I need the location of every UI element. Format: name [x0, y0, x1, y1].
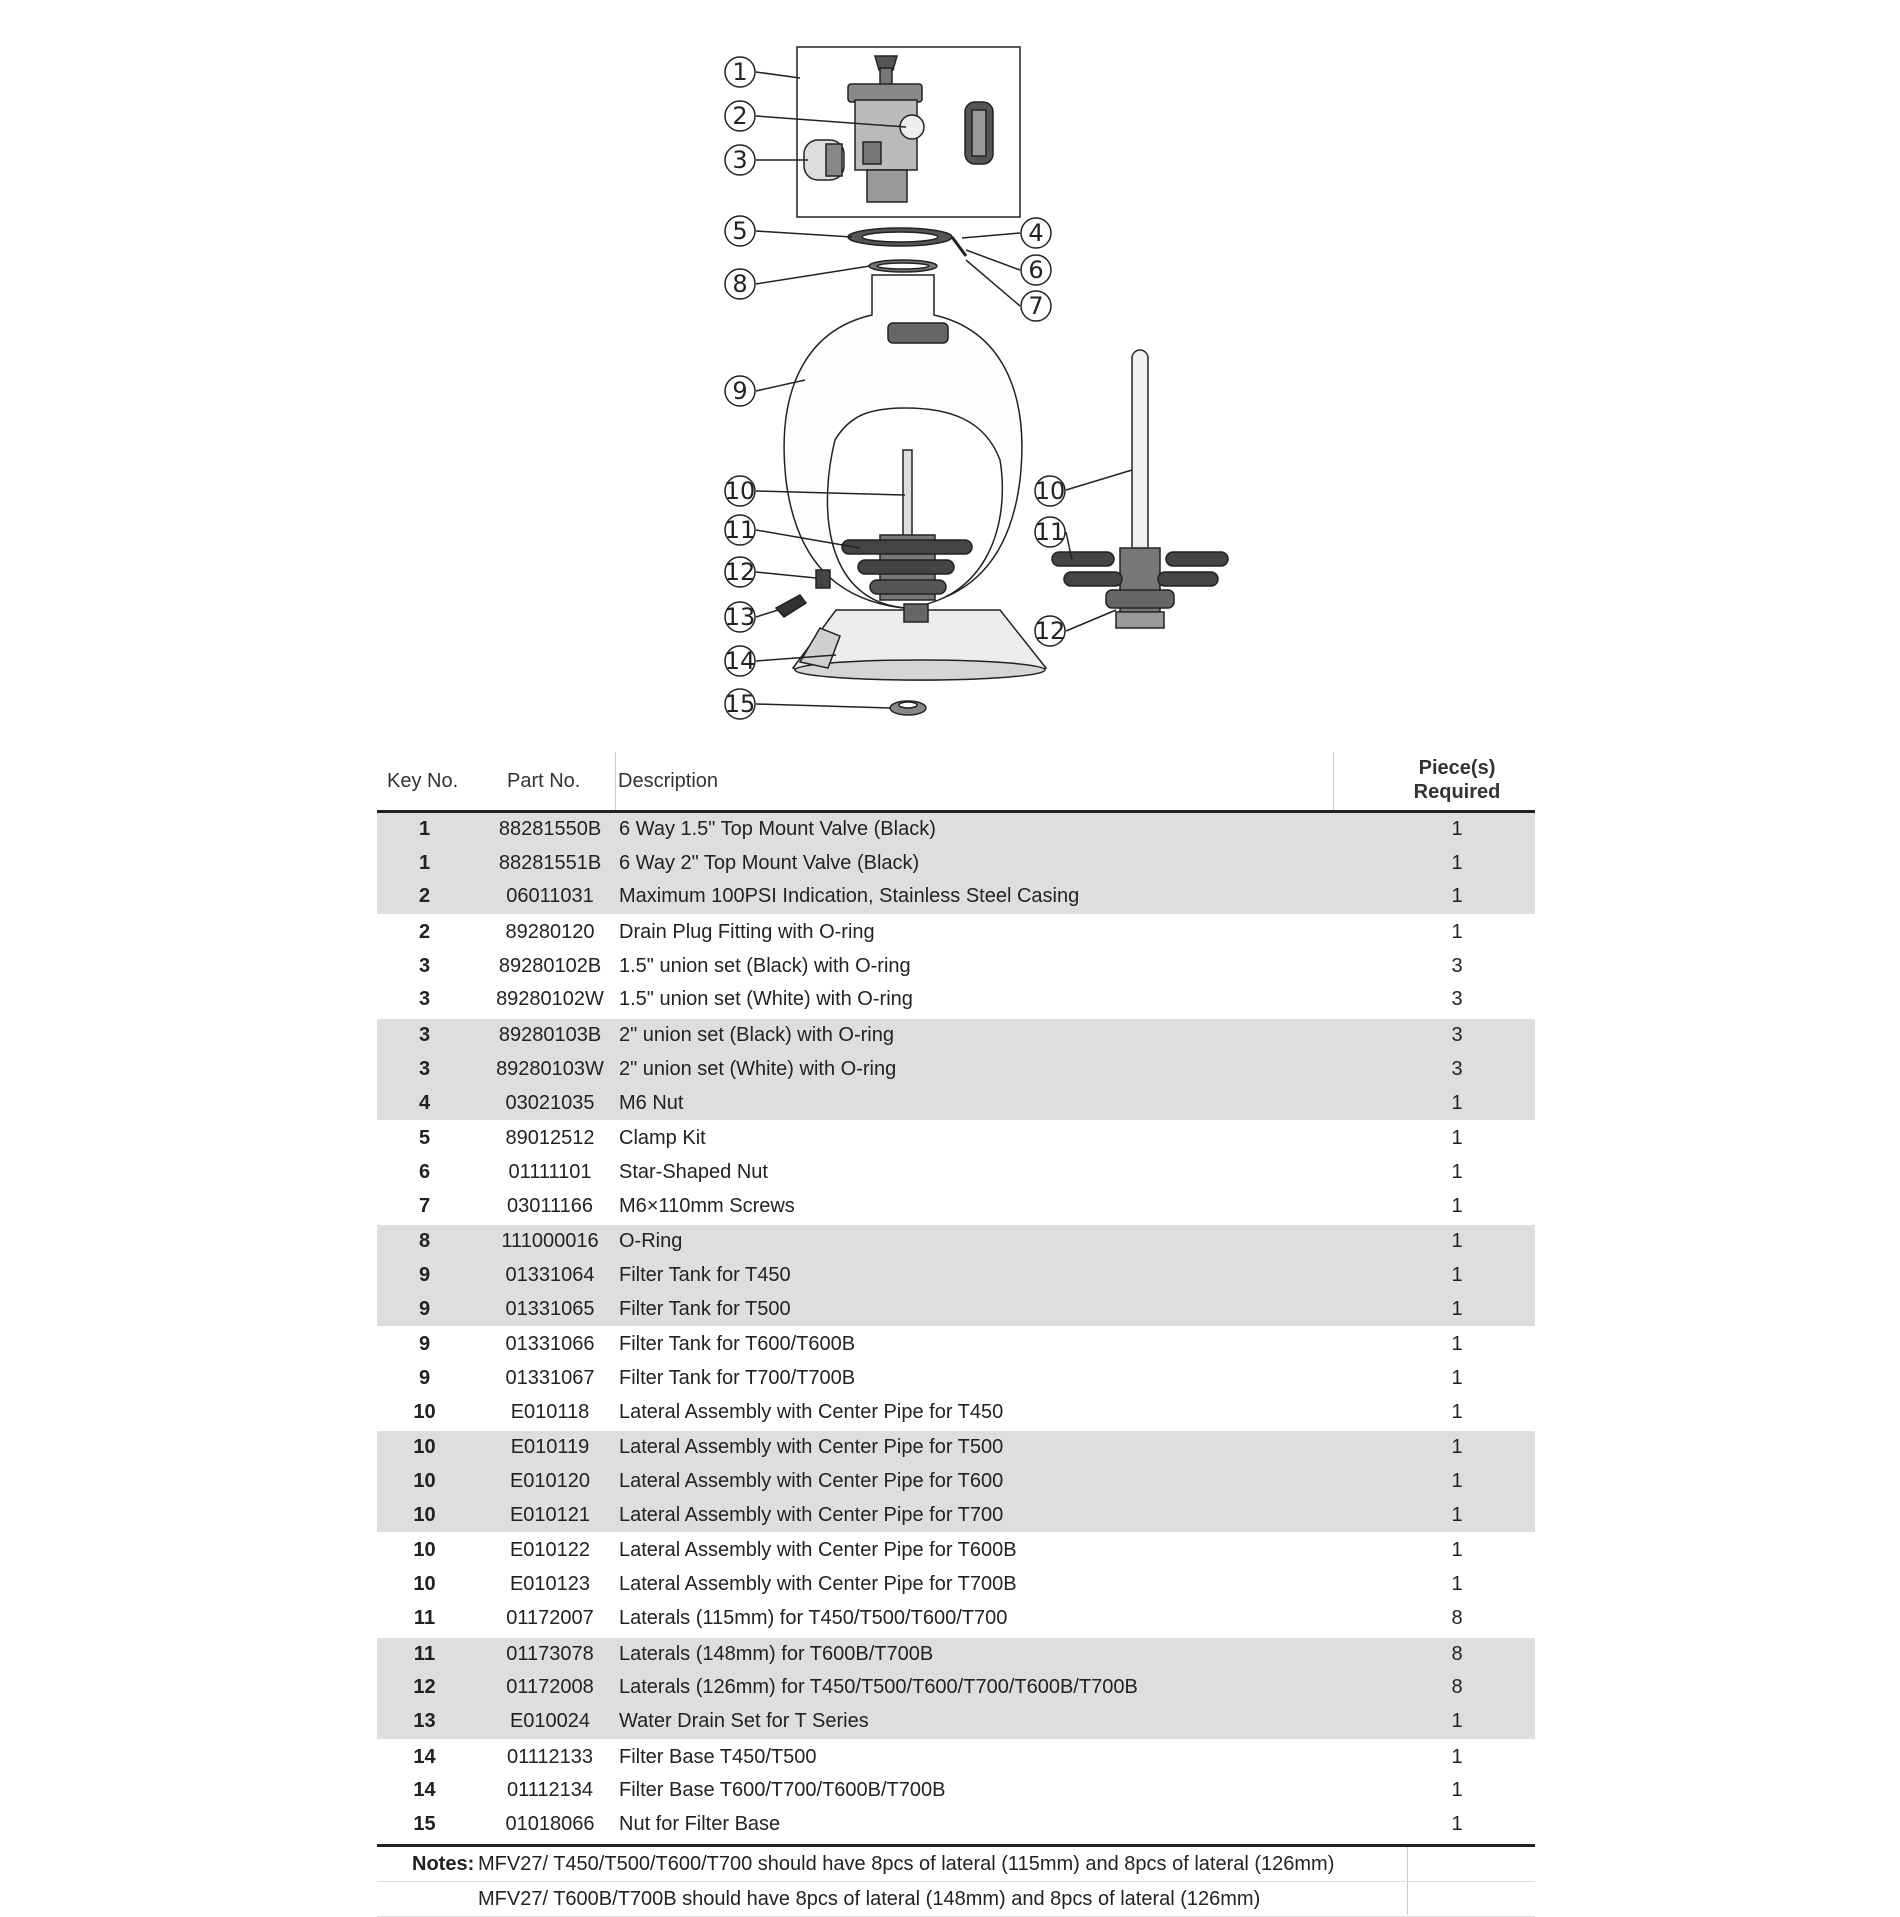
- note-line-2: [377, 1882, 1535, 1917]
- part-no-cell: 89012512: [505, 1127, 595, 1150]
- table-row: [377, 1705, 1535, 1741]
- description-cell: Filter Tank for T700/T700B: [619, 1367, 856, 1389]
- pieces-required-cell: 1: [1451, 1709, 1463, 1732]
- description-cell: Lateral Assembly with Center Pipe for T700: [619, 1503, 1004, 1526]
- description-cell: Laterals (115mm) for T450/T500/T600/T700: [619, 1606, 1008, 1629]
- description-cell: Lateral Assembly with Center Pipe for T450: [619, 1400, 1004, 1423]
- key-no-cell: 1: [418, 851, 431, 874]
- table-row: [377, 1190, 1535, 1226]
- table-row: [377, 1499, 1535, 1535]
- pieces-required-cell: 1: [1451, 1333, 1463, 1356]
- svg-text:7: 7: [1028, 292, 1044, 320]
- part-no-cell: 06011031: [506, 885, 594, 908]
- description-cell: Lateral Assembly with Center Pipe for T500: [619, 1436, 1004, 1459]
- table-row: [377, 847, 1535, 881]
- header-qty-line1: Piece(s): [1418, 757, 1496, 779]
- pieces-required-cell: 1: [1451, 1367, 1463, 1389]
- pieces-required-cell: 1: [1451, 818, 1463, 840]
- callout-4: [1021, 218, 1051, 248]
- key-no-cell: 14: [413, 1779, 436, 1802]
- table-row: [377, 983, 1535, 1019]
- key-no-cell: 3: [418, 954, 431, 977]
- header-divider: [1333, 752, 1334, 810]
- table-row: [377, 1431, 1535, 1465]
- key-no-cell: 2: [418, 885, 431, 908]
- table-row: [377, 1053, 1535, 1087]
- header-qty-line2: Required: [1413, 781, 1501, 803]
- table-row: [377, 813, 1535, 847]
- part-no-cell: 01112133: [506, 1745, 593, 1768]
- description-cell: 6 Way 2" Top Mount Valve (Black): [619, 851, 920, 874]
- svg-text:9: 9: [732, 377, 748, 405]
- table-row: [377, 1122, 1535, 1156]
- key-no-cell: 10: [413, 1436, 436, 1459]
- svg-text:12: 12: [1034, 617, 1066, 645]
- key-no-cell: 6: [418, 1160, 431, 1183]
- pieces-required-cell: 1: [1451, 1297, 1463, 1320]
- description-cell: M6 Nut: [619, 1091, 684, 1114]
- svg-text:10: 10: [1034, 477, 1066, 505]
- key-no-cell: 9: [418, 1367, 431, 1389]
- svg-text:3: 3: [732, 146, 748, 174]
- pieces-required-cell: 1: [1451, 885, 1463, 908]
- table-header: [377, 752, 1535, 813]
- key-no-cell: 9: [418, 1297, 431, 1320]
- key-no-cell: 15: [413, 1812, 436, 1835]
- table-row: [377, 1638, 1535, 1672]
- pieces-required-cell: 3: [1451, 988, 1463, 1011]
- key-no-cell: 5: [418, 1127, 431, 1150]
- key-no-cell: 1: [418, 818, 431, 840]
- part-no-cell: 111000016: [501, 1230, 599, 1253]
- pieces-required-cell: 1: [1451, 1539, 1463, 1562]
- callout-12: [725, 557, 756, 587]
- parts-table: [377, 752, 1535, 1917]
- note-text-2: MFV27/ T600B/T700B should have 8pcs of lateral (148mm) and 8pcs of lateral (126mm): [478, 1887, 1261, 1910]
- key-no-cell: 9: [418, 1333, 431, 1356]
- description-cell: Lateral Assembly with Center Pipe for T600B: [619, 1539, 1017, 1562]
- table-row: [377, 1741, 1535, 1775]
- callout-5: [725, 216, 755, 246]
- pieces-required-cell: 1: [1451, 1400, 1463, 1423]
- header-divider: [615, 752, 616, 810]
- key-no-cell: 10: [413, 1539, 436, 1562]
- callout-1: [725, 57, 755, 87]
- part-no-cell: 01111101: [508, 1160, 592, 1183]
- table-row: [377, 1774, 1535, 1808]
- part-no-cell: E010120: [509, 1470, 591, 1493]
- part-no-cell: 01331067: [505, 1367, 595, 1389]
- description-cell: 6 Way 1.5" Top Mount Valve (Black): [619, 818, 936, 840]
- svg-text:11: 11: [724, 516, 756, 544]
- callout-6: [1021, 255, 1051, 285]
- header-part-no: Part No.: [507, 770, 581, 792]
- pieces-required-cell: 1: [1451, 1470, 1463, 1493]
- description-cell: O-Ring: [619, 1230, 683, 1253]
- description-cell: Lateral Assembly with Center Pipe for T700B: [619, 1573, 1017, 1596]
- part-no-cell: 03021035: [505, 1091, 595, 1114]
- key-no-cell: 7: [418, 1194, 431, 1217]
- svg-text:8: 8: [732, 270, 748, 298]
- key-no-cell: 9: [418, 1263, 431, 1286]
- table-row: [377, 1568, 1535, 1602]
- description-cell: Filter Base T450/T500: [619, 1745, 817, 1768]
- part-no-cell: E010121: [509, 1503, 591, 1526]
- description-cell: Drain Plug Fitting with O-ring: [619, 921, 875, 944]
- description-cell: Laterals (148mm) for T600B/T700B: [619, 1642, 934, 1665]
- pieces-required-cell: 3: [1451, 1057, 1463, 1080]
- part-no-cell: 01331065: [505, 1297, 595, 1320]
- note-text-1: MFV27/ T450/T500/T600/T700 should have 8pcs of lateral (115mm) and 8pcs of lateral (126mm): [478, 1852, 1335, 1875]
- description-cell: Clamp Kit: [619, 1127, 706, 1150]
- callout-15: [725, 689, 756, 719]
- key-no-cell: 3: [418, 988, 431, 1011]
- part-no-cell: 89280103B: [498, 1024, 602, 1047]
- pieces-required-cell: 1: [1451, 1230, 1463, 1253]
- description-cell: Filter Base T600/T700/T600B/T700B: [619, 1779, 946, 1802]
- pieces-required-cell: 1: [1451, 1436, 1463, 1459]
- table-row: [377, 1808, 1535, 1844]
- multiport-valve-drawing: [804, 56, 993, 202]
- table-row: [377, 1602, 1535, 1638]
- table-row: [377, 1671, 1535, 1705]
- callout-10: [725, 476, 756, 506]
- key-no-cell: 11: [413, 1606, 436, 1629]
- key-no-cell: 10: [413, 1503, 436, 1526]
- callout-8: [725, 269, 755, 299]
- note-line-1: [377, 1847, 1535, 1882]
- pieces-required-cell: 1: [1451, 1263, 1463, 1286]
- callout-2: [725, 101, 755, 131]
- svg-text:13: 13: [724, 603, 756, 631]
- part-no-cell: 89280102B: [498, 954, 602, 977]
- pieces-required-cell: 1: [1451, 1745, 1463, 1768]
- drain-plug-drawing: [816, 570, 830, 588]
- table-row: [377, 1362, 1535, 1396]
- table-row: [377, 1328, 1535, 1362]
- callout-3: [725, 145, 755, 175]
- svg-text:5: 5: [732, 217, 748, 245]
- svg-text:2: 2: [732, 102, 748, 130]
- table-row: [377, 1156, 1535, 1190]
- pieces-required-cell: 1: [1451, 851, 1463, 874]
- header-description: Description: [618, 770, 719, 792]
- pieces-required-cell: 1: [1451, 1194, 1463, 1217]
- callout-10-standalone: [1035, 476, 1066, 506]
- part-no-cell: E010118: [510, 1400, 590, 1423]
- callout-9: [725, 376, 755, 406]
- description-cell: 2" union set (White) with O-ring: [619, 1057, 897, 1080]
- part-no-cell: 89280120: [505, 921, 595, 944]
- pieces-required-cell: 8: [1451, 1676, 1463, 1699]
- notes-label: Notes:: [412, 1852, 475, 1875]
- svg-text:14: 14: [724, 647, 756, 675]
- header-key-no: Key No.: [387, 770, 459, 792]
- exploded-parts-diagram: [0, 0, 1900, 740]
- description-cell: Maximum 100PSI Indication, Stainless Steel Casing: [619, 885, 1080, 908]
- part-no-cell: E010122: [509, 1539, 591, 1562]
- description-cell: 1.5" union set (Black) with O-ring: [619, 954, 911, 977]
- key-no-cell: 11: [413, 1642, 436, 1665]
- water-drain-set-drawing: [776, 595, 806, 617]
- svg-text:12: 12: [724, 558, 756, 586]
- part-no-cell: 01172008: [506, 1676, 594, 1699]
- pieces-required-cell: 1: [1451, 1779, 1463, 1802]
- key-no-cell: 10: [413, 1573, 436, 1596]
- table-row: [377, 1259, 1535, 1293]
- description-cell: Filter Tank for T450: [619, 1263, 791, 1286]
- key-no-cell: 8: [418, 1230, 431, 1253]
- part-no-cell: 88281551B: [498, 851, 602, 874]
- part-no-cell: 89280103W: [496, 1057, 604, 1080]
- svg-text:10: 10: [724, 477, 756, 505]
- key-no-cell: 13: [413, 1709, 436, 1732]
- part-no-cell: 01331066: [505, 1333, 595, 1356]
- part-no-cell: E010024: [509, 1709, 591, 1732]
- table-row: [377, 1019, 1535, 1053]
- description-cell: Water Drain Set for T Series: [619, 1709, 869, 1732]
- description-cell: Filter Tank for T500: [619, 1297, 791, 1320]
- part-no-cell: 01172007: [506, 1606, 594, 1629]
- table-body: [377, 813, 1535, 1844]
- pieces-required-cell: 3: [1451, 954, 1463, 977]
- pieces-required-cell: 1: [1451, 1160, 1463, 1183]
- description-cell: 1.5" union set (White) with O-ring: [619, 988, 913, 1011]
- part-no-cell: 88281550B: [498, 818, 602, 840]
- description-cell: Lateral Assembly with Center Pipe for T600: [619, 1470, 1004, 1493]
- description-cell: 2" union set (Black) with O-ring: [619, 1024, 894, 1047]
- pieces-required-cell: 1: [1451, 1127, 1463, 1150]
- part-no-cell: 89280102W: [496, 988, 604, 1011]
- pieces-required-cell: 3: [1451, 1024, 1463, 1047]
- description-cell: Filter Tank for T600/T600B: [619, 1333, 856, 1356]
- callout-11: [725, 515, 756, 545]
- callout-11-standalone: [1035, 517, 1066, 547]
- key-no-cell: 12: [413, 1676, 436, 1699]
- clamp-drawing: [848, 228, 966, 256]
- pieces-required-cell: 1: [1451, 1573, 1463, 1596]
- key-no-cell: 14: [413, 1745, 436, 1768]
- callout-13: [725, 602, 756, 632]
- table-row: [377, 880, 1535, 916]
- table-row: [377, 1465, 1535, 1499]
- key-no-cell: 3: [418, 1024, 431, 1047]
- svg-text:4: 4: [1028, 219, 1044, 247]
- pieces-required-cell: 8: [1451, 1606, 1463, 1629]
- table-row: [377, 916, 1535, 950]
- part-no-cell: 01112134: [506, 1779, 593, 1802]
- callout-12-standalone: [1035, 616, 1066, 646]
- header-pieces-required: [1397, 756, 1517, 804]
- callout-7: [1021, 291, 1051, 321]
- o-ring-drawing: [869, 260, 937, 272]
- part-no-cell: 03011166: [506, 1194, 593, 1217]
- table-row: [377, 950, 1535, 984]
- key-no-cell: 4: [418, 1091, 431, 1114]
- svg-text:11: 11: [1034, 518, 1066, 546]
- svg-text:1: 1: [732, 58, 748, 86]
- part-no-cell: 01173078: [506, 1642, 594, 1665]
- base-nut-drawing: [890, 701, 926, 715]
- description-cell: Laterals (126mm) for T450/T500/T600/T700/T600B/T700B: [619, 1676, 1138, 1699]
- key-no-cell: 2: [418, 921, 431, 944]
- pieces-required-cell: 1: [1451, 1812, 1463, 1835]
- svg-text:6: 6: [1028, 256, 1044, 284]
- key-no-cell: 3: [418, 1057, 431, 1080]
- part-no-cell: E010123: [509, 1573, 591, 1596]
- description-cell: M6×110mm Screws: [619, 1194, 795, 1217]
- filter-base-drawing: [793, 604, 1046, 680]
- table-row: [377, 1293, 1535, 1329]
- key-no-cell: 10: [413, 1470, 436, 1493]
- callout-14: [725, 646, 756, 676]
- pieces-required-cell: 1: [1451, 1091, 1463, 1114]
- svg-text:15: 15: [724, 690, 756, 718]
- description-cell: Star-Shaped Nut: [619, 1160, 768, 1183]
- diagram-svg: [0, 0, 1900, 740]
- pieces-required-cell: 1: [1451, 1503, 1463, 1526]
- standalone-lateral-assembly-drawing: [1052, 350, 1228, 628]
- pieces-required-cell: 1: [1451, 921, 1463, 944]
- table-row: [377, 1087, 1535, 1123]
- table-row: [377, 1225, 1535, 1259]
- notes-section: [377, 1844, 1535, 1917]
- key-no-cell: 10: [413, 1400, 436, 1423]
- part-no-cell: E010119: [510, 1436, 590, 1459]
- table-row: [377, 1396, 1535, 1432]
- description-cell: Nut for Filter Base: [619, 1812, 781, 1835]
- pieces-required-cell: 8: [1451, 1642, 1463, 1665]
- part-no-cell: 01331064: [505, 1263, 595, 1286]
- table-row: [377, 1534, 1535, 1568]
- part-no-cell: 01018066: [505, 1812, 595, 1835]
